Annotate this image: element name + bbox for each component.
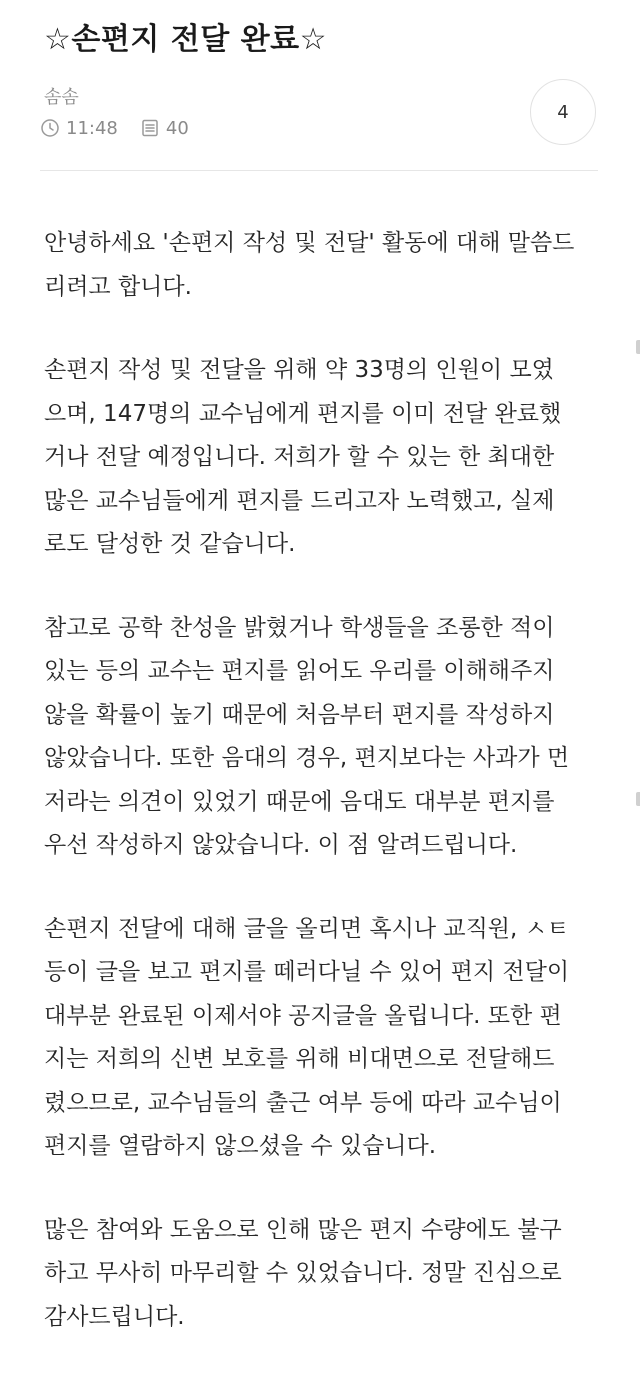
text-line: 하고 무사히 마무리할 수 있었습니다. 정말 진심으로 [44, 1260, 562, 1286]
paragraph-3 [44, 607, 604, 868]
text-line: 많은 교수님들에게 편지를 드리고자 노력했고, 실제 [44, 487, 555, 514]
paragraph-5 [44, 1209, 604, 1340]
author-name[interactable]: 솜솜 [44, 87, 79, 108]
text-line: 으며, 147명의 교수님에게 편지를 이미 전달 완료했 [44, 400, 562, 427]
text-line: 손편지 전달에 대해 글을 올리면 혹시나 교직원, ㅅㅌ [44, 915, 570, 942]
text-line: 지는 저희의 신변 보호를 위해 비대면으로 전달해드 [44, 1046, 555, 1072]
scroll-indicator[interactable] [636, 340, 640, 354]
text-line: 렸으므로, 교수님들의 출근 여부 등에 따라 교수님이 [44, 1089, 562, 1116]
paragraph-2 [44, 349, 604, 567]
text-line: 감사드립니다. [44, 1303, 185, 1330]
text-line: 리려고 합니다. [44, 273, 192, 300]
text-line: 대부분 완료된 이제서야 공지글을 올립니다. 또한 편 [44, 1002, 562, 1029]
post-time: 11:48 [66, 117, 118, 139]
text-line: 손편지 작성 및 전달을 위해 약 33명의 인원이 모였 [44, 357, 554, 383]
view-count: 40 [165, 117, 189, 139]
text-line: 참고로 공학 찬성을 밝혔거나 학생들을 조롱한 적이 [44, 614, 555, 641]
comment-count: 4 [557, 101, 569, 123]
text-line: 로도 달성한 것 같습니다. [44, 531, 296, 557]
text-line: 거나 전달 예정입니다. 저희가 할 수 있는 한 최대한 [44, 444, 555, 470]
text-line: 편지를 열람하지 않으셨을 수 있습니다. [44, 1133, 437, 1159]
header-divider [40, 170, 598, 171]
text-line: 있는 등의 교수는 편지를 읽어도 우리를 이해해주지 [44, 658, 555, 684]
paragraph-4 [44, 908, 604, 1169]
text-line: 저라는 의견이 있었기 때문에 음대도 대부분 편지를 [44, 788, 555, 815]
scroll-indicator[interactable] [636, 792, 640, 806]
text-line: 않을 확률이 높기 때문에 처음부터 편지를 작성하지 [44, 701, 555, 728]
comment-count-button[interactable] [530, 79, 596, 145]
post-content [44, 222, 604, 1379]
text-line: 않았습니다. 또한 음대의 경우, 편지보다는 사과가 먼 [44, 745, 570, 771]
paragraph-1 [44, 222, 604, 309]
text-line: 등이 글을 보고 편지를 떼러다닐 수 있어 편지 전달이 [44, 959, 570, 985]
text-line: 우선 작성하지 않았습니다. 이 점 알려드립니다. [44, 832, 518, 858]
text-line: 안녕하세요 '손편지 작성 및 전달' 활동에 대해 말씀드 [44, 230, 575, 256]
document-icon [140, 118, 160, 138]
text-line: 많은 참여와 도움으로 인해 많은 편지 수량에도 불구 [44, 1216, 562, 1243]
clock-icon [40, 118, 60, 138]
post-title: ☆손편지 전달 완료☆ [44, 22, 328, 57]
post-meta [40, 115, 211, 141]
